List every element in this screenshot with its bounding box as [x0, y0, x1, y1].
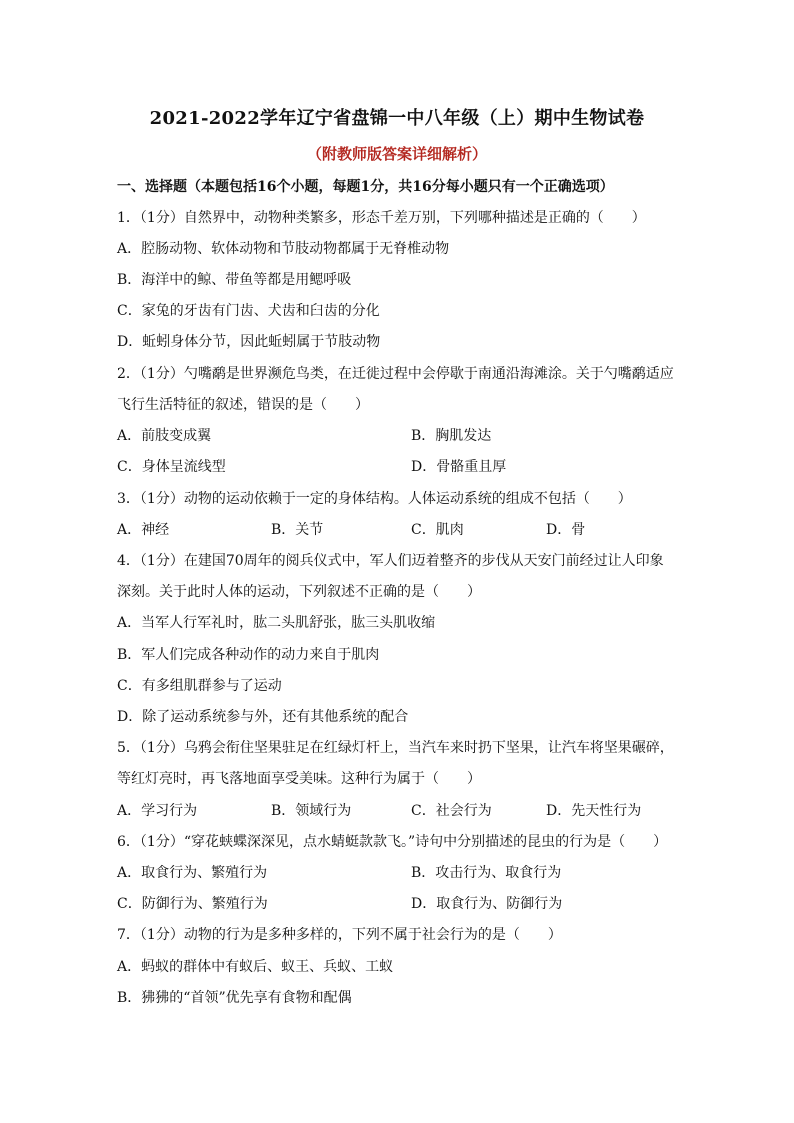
question-stem-cont: 等红灯亮时，再飞落地面享受美味。这种行为属于（ ）	[117, 771, 481, 787]
option-d: D．先天性行为	[546, 803, 642, 819]
page-subtitle: （附教师版答案详细解析）	[306, 145, 487, 163]
option-d: D．蚯蚓身体分节，因此蚯蚓属于节肢动物	[117, 334, 381, 350]
option-b: B．海洋中的鲸、带鱼等都是用鳃呼吸	[117, 272, 352, 288]
option-b: B．关节	[271, 522, 324, 538]
question-stem: 4．（1分）在建国70周年的阅兵仪式中，军人们迈着整齐的步伐从天安门前经过让人印象	[117, 553, 664, 569]
option-a: A．蚂蚁的群体中有蚁后、蚁王、兵蚁、工蚁	[117, 959, 394, 975]
option-c: C．身体呈流线型	[117, 459, 226, 475]
option-d: D．骨	[546, 522, 586, 538]
option-d: D．取食行为、防御行为	[411, 896, 563, 912]
option-b: B．胸肌发达	[411, 428, 492, 444]
option-b: B．狒狒的“首领”优先享有食物和配偶	[117, 990, 352, 1006]
question-stem: 3．（1分）动物的运动依赖于一定的身体结构。人体运动系统的组成不包括（ ）	[117, 491, 632, 507]
option-a: A．当军人行军礼时，肱二头肌舒张，肱三头肌收缩	[117, 615, 436, 631]
option-c: C．家兔的牙齿有门齿、犬齿和臼齿的分化	[117, 303, 380, 319]
question-stem: 7．（1分）动物的行为是多种多样的，下列不属于社会行为的是（ ）	[117, 927, 562, 943]
question-stem-cont: 飞行生活特征的叙述，错误的是（ ）	[117, 397, 369, 413]
option-c: C．社会行为	[411, 803, 492, 819]
question-stem-cont: 深刻。关于此时人体的运动，下列叙述不正确的是（ ）	[117, 584, 481, 600]
option-b: B．军人们完成各种动作的动力来自于肌肉	[117, 647, 380, 663]
option-a: A．神经	[117, 522, 170, 538]
question-stem: 2．（1分）勺嘴鹬是世界濒危鸟类，在迁徙过程中会停歇于南通沿海滩涂。关于勺嘴鹬适应	[117, 366, 674, 382]
option-a: A．腔肠动物、软体动物和节肢动物都属于无脊椎动物	[117, 241, 450, 257]
option-a: A．学习行为	[117, 803, 198, 819]
question-stem: 1．（1分）自然界中，动物种类繁多，形态千差万别，下列哪种描述是正确的（ ）	[117, 210, 646, 226]
option-a: A．取食行为、繁殖行为	[117, 865, 268, 881]
option-b: B．攻击行为、取食行为	[411, 865, 562, 881]
option-c: C．防御行为、繁殖行为	[117, 896, 268, 912]
option-d: D．骨骼重且厚	[411, 459, 507, 475]
question-stem: 5．（1分）乌鸦会衔住坚果驻足在红绿灯杆上，当汽车来时扔下坚果，让汽车将坚果碾碎，	[117, 740, 674, 756]
section-heading: 一、选择题（本题包括16个小题，每题1分，共16分每小题只有一个正确选项）	[117, 179, 614, 195]
page-title: 2021-2022学年辽宁省盘锦一中八年级（上）期中生物试卷	[149, 108, 645, 129]
option-d: D．除了运动系统参与外，还有其他系统的配合	[117, 709, 409, 725]
option-c: C．有多组肌群参与了运动	[117, 678, 282, 694]
option-a: A．前肢变成翼	[117, 428, 212, 444]
option-b: B．领域行为	[271, 803, 352, 819]
option-c: C．肌肉	[411, 522, 464, 538]
question-stem: 6．（1分）“穿花蛱蝶深深见，点水蜻蜓款款飞。”诗句中分别描述的昆虫的行为是（ ）	[117, 834, 668, 850]
